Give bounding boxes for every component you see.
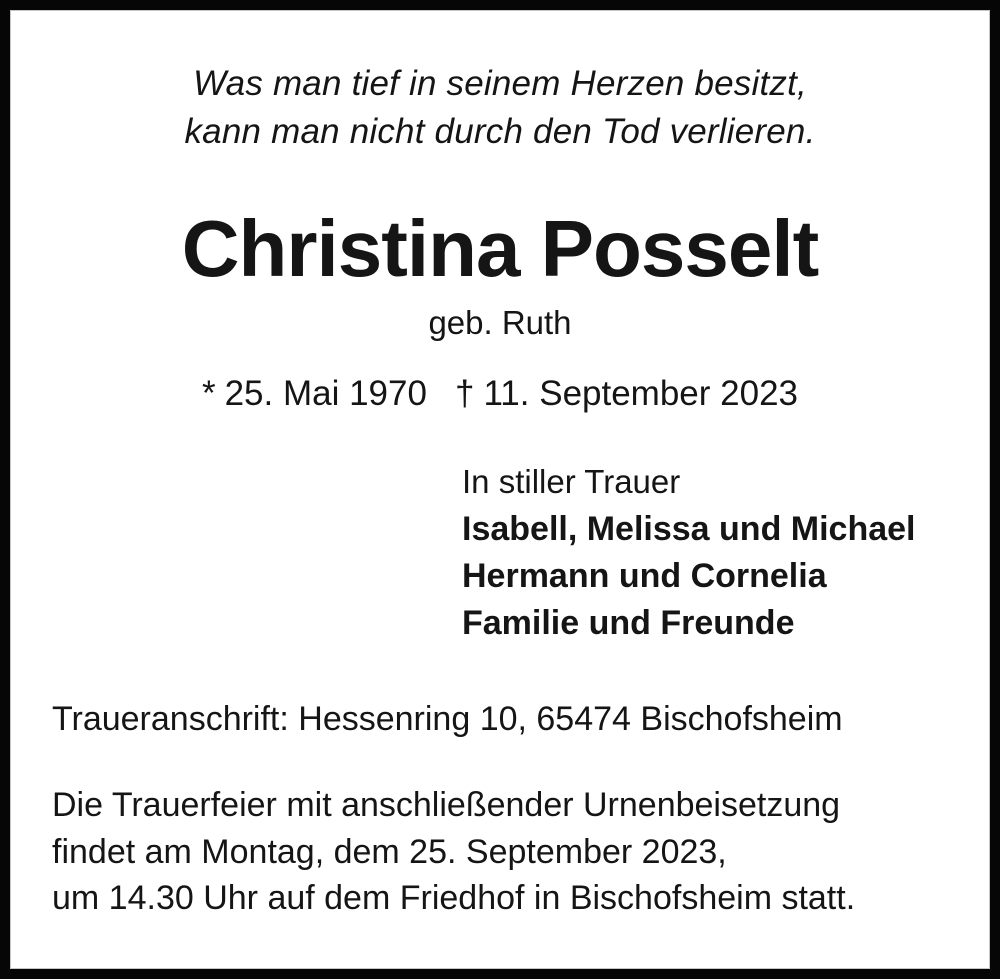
death-date-group xyxy=(455,374,798,413)
mourner-line: Isabell, Melissa und Michael xyxy=(462,510,916,548)
deceased-name: Christina Posselt xyxy=(181,204,819,293)
funeral-line-3: um 14.30 Uhr auf dem Friedhof in Bischofsheim statt. xyxy=(52,879,856,917)
funeral-details xyxy=(52,782,855,922)
epitaph-line-1: Was man tief in seinem Herzen besitzt, xyxy=(193,64,807,103)
birth-date-group xyxy=(202,374,427,413)
mourner-line: Hermann und Cornelia xyxy=(462,557,827,595)
funeral-line-1: Die Trauerfeier mit anschließender Urnenbeisetzung xyxy=(52,786,841,824)
epitaph-verse xyxy=(10,60,990,156)
born-symbol: * xyxy=(201,374,216,413)
death-date: 11. September 2023 xyxy=(483,374,799,413)
funeral-line-2: findet am Montag, dem 25. September 2023, xyxy=(52,832,727,871)
mourning-block xyxy=(462,458,916,647)
epitaph-line-2: kann man nicht durch den Tod verlieren. xyxy=(184,112,816,151)
mourner-line: Familie und Freunde xyxy=(462,604,795,642)
birth-name: geb. Ruth xyxy=(428,304,572,341)
dagger-symbol: † xyxy=(454,374,475,413)
mourning-address: Traueranschrift: Hessenring 10, 65474 Bischofsheim xyxy=(52,700,843,738)
mourning-intro: In stiller Trauer xyxy=(462,463,681,500)
birth-date: 25. Mai 1970 xyxy=(224,374,427,413)
life-dates xyxy=(10,372,990,416)
